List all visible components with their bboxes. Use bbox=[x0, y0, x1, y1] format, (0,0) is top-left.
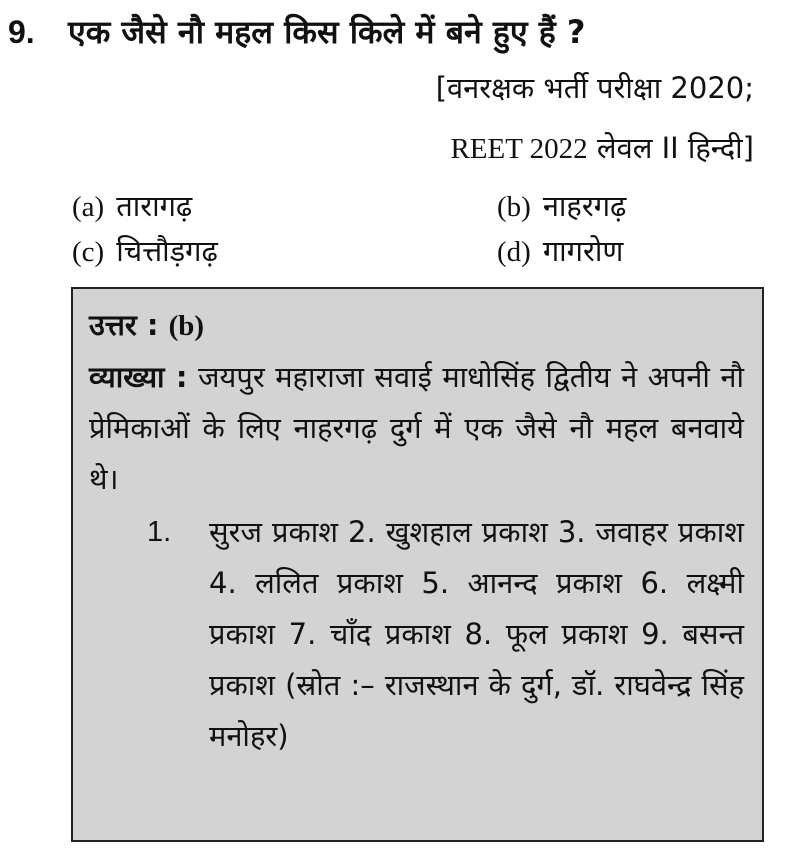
list-text: सुरज प्रकाश 2. खुशहाल प्रकाश 3. जवाहर प्रकाश 4. ललित प्रकाश 5. आनन्द प्रकाश 6. लक्ष्मी प्रकाश 7. चाँद प्रकाश 8. फूल प्रकाश 9. बसन्त प्रकाश (स्रोत :– राजस्थान के दुर्ग, डॉ. राघवेन्द्र सिंह मनोहर) bbox=[209, 515, 744, 753]
source-exam-level: लेवल II हिन्दी] bbox=[596, 131, 754, 165]
option-key: (a) bbox=[72, 191, 105, 223]
answer-value: (b) bbox=[168, 310, 205, 342]
option-text: तारागढ़ bbox=[116, 189, 193, 223]
source-line-1: [वनरक्षक भर्ती परीक्षा 2020; bbox=[435, 71, 754, 105]
option-text: चित्तौड़गढ़ bbox=[116, 234, 218, 268]
option-text: गागरोण bbox=[542, 234, 624, 268]
answer-label: उत्तर : bbox=[89, 308, 159, 342]
option-b bbox=[497, 186, 772, 225]
options-grid bbox=[72, 186, 772, 270]
question-row bbox=[8, 10, 778, 53]
palace-list bbox=[89, 507, 744, 762]
question-number: 9. bbox=[8, 14, 35, 50]
option-key: (b) bbox=[497, 191, 531, 223]
option-d bbox=[497, 231, 772, 270]
option-text: नाहरगढ़ bbox=[542, 189, 627, 223]
source-line-2 bbox=[450, 128, 754, 167]
question-text: एक जैसे नौ महल किस किले में बने हुए हैं ? bbox=[68, 13, 586, 51]
explanation-text: जयपुर महाराजा सवाई माधोसिंह द्वितीय ने अपनी नौ प्रेमिकाओं के लिए नाहरगढ़ दुर्ग में एक जैसे नौ महल बनवाये थे। bbox=[89, 360, 745, 496]
option-key: (d) bbox=[497, 236, 531, 268]
list-number: 1. bbox=[147, 516, 172, 548]
option-c bbox=[72, 231, 497, 270]
source-exam-name: REET 2022 bbox=[450, 133, 588, 165]
option-key: (c) bbox=[72, 236, 105, 268]
option-a bbox=[72, 186, 497, 225]
explanation-paragraph bbox=[89, 352, 744, 505]
answer-box bbox=[71, 287, 764, 842]
explanation-label: व्याख्या : bbox=[89, 360, 188, 394]
answer-line bbox=[89, 303, 744, 348]
